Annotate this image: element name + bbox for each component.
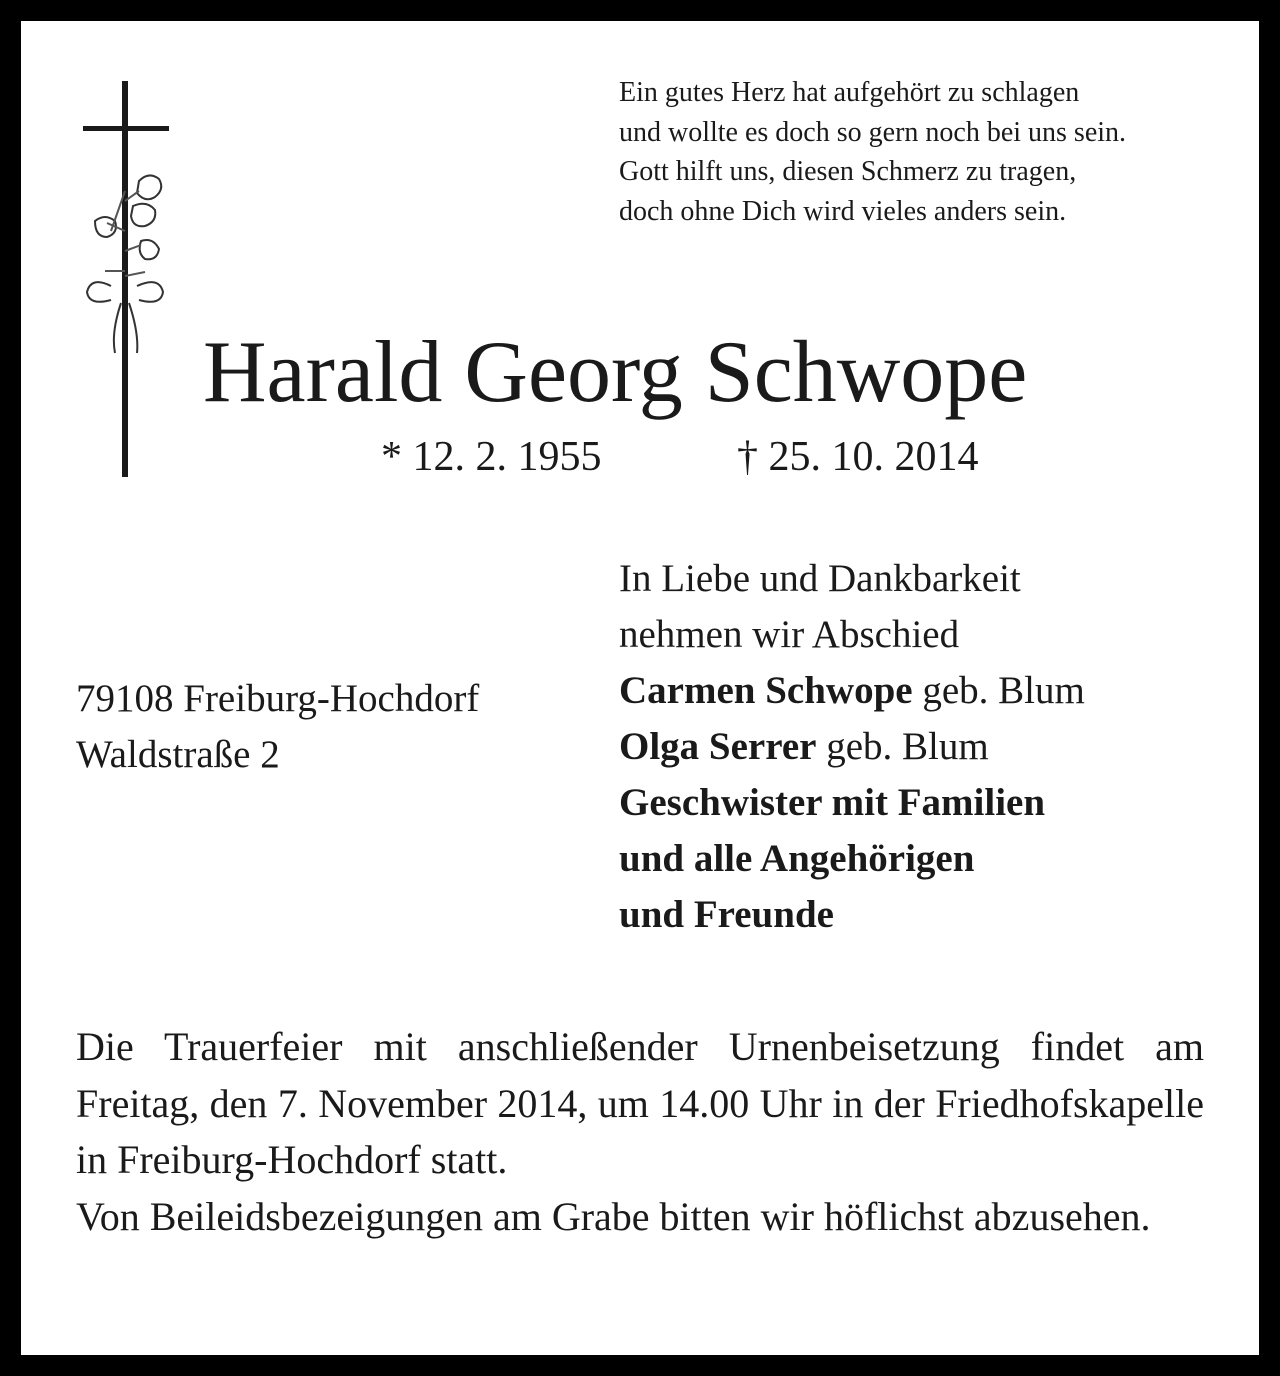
- deceased-name: Harald Georg Schwope: [203, 324, 1028, 421]
- mourner-line: und Freunde: [619, 893, 834, 936]
- ceremony-text: Die Trauerfeier mit anschließender Urnenbeisetzung findet am Freitag, den 7. November 2014, um 14.00 Uhr in der Friedhofskapelle in Freiburg-Hochdorf statt.: [76, 1024, 1204, 1182]
- poem-line: doch ohne Dich wird vieles anders sein.: [619, 195, 1067, 227]
- mourners-block: [619, 551, 1249, 943]
- mourner-line: [619, 719, 1249, 775]
- obituary-notice: [21, 21, 1259, 1355]
- address-city: 79108 Freiburg-Hochdorf: [76, 677, 480, 720]
- poem-line: Ein gutes Herz hat aufgehört zu schlagen: [619, 77, 1080, 108]
- condolence-text: Von Beileidsbezeigungen am Grabe bitten wir höflichst abzusehen.: [76, 1193, 1151, 1239]
- birth-date: * 12. 2. 1955: [381, 434, 602, 480]
- mourner-name: Olga Serrer: [619, 725, 817, 768]
- farewell-line: nehmen wir Abschied: [619, 613, 960, 656]
- mourner-suffix: geb. Blum: [912, 669, 1085, 712]
- address-street: Waldstraße 2: [76, 733, 280, 776]
- mourner-name: Carmen Schwope: [619, 669, 913, 712]
- cross-with-flowers-icon: [81, 81, 181, 481]
- poem: [619, 73, 1239, 231]
- mourner-line: [619, 663, 1249, 719]
- mourner-line: Geschwister mit Familien: [619, 781, 1046, 824]
- death-date: † 25. 10. 2014: [737, 434, 979, 480]
- poem-line: Gott hilft uns, diesen Schmerz zu tragen,: [619, 156, 1077, 187]
- mourner-line: und alle Angehörigen: [619, 837, 975, 880]
- poem-line: und wollte es doch so gern noch bei uns sein.: [619, 116, 1127, 148]
- ceremony-info: [76, 1019, 1204, 1245]
- address-block: [76, 671, 596, 783]
- mourner-suffix: geb. Blum: [816, 725, 989, 768]
- farewell-line: In Liebe und Dankbarkeit: [619, 557, 1021, 600]
